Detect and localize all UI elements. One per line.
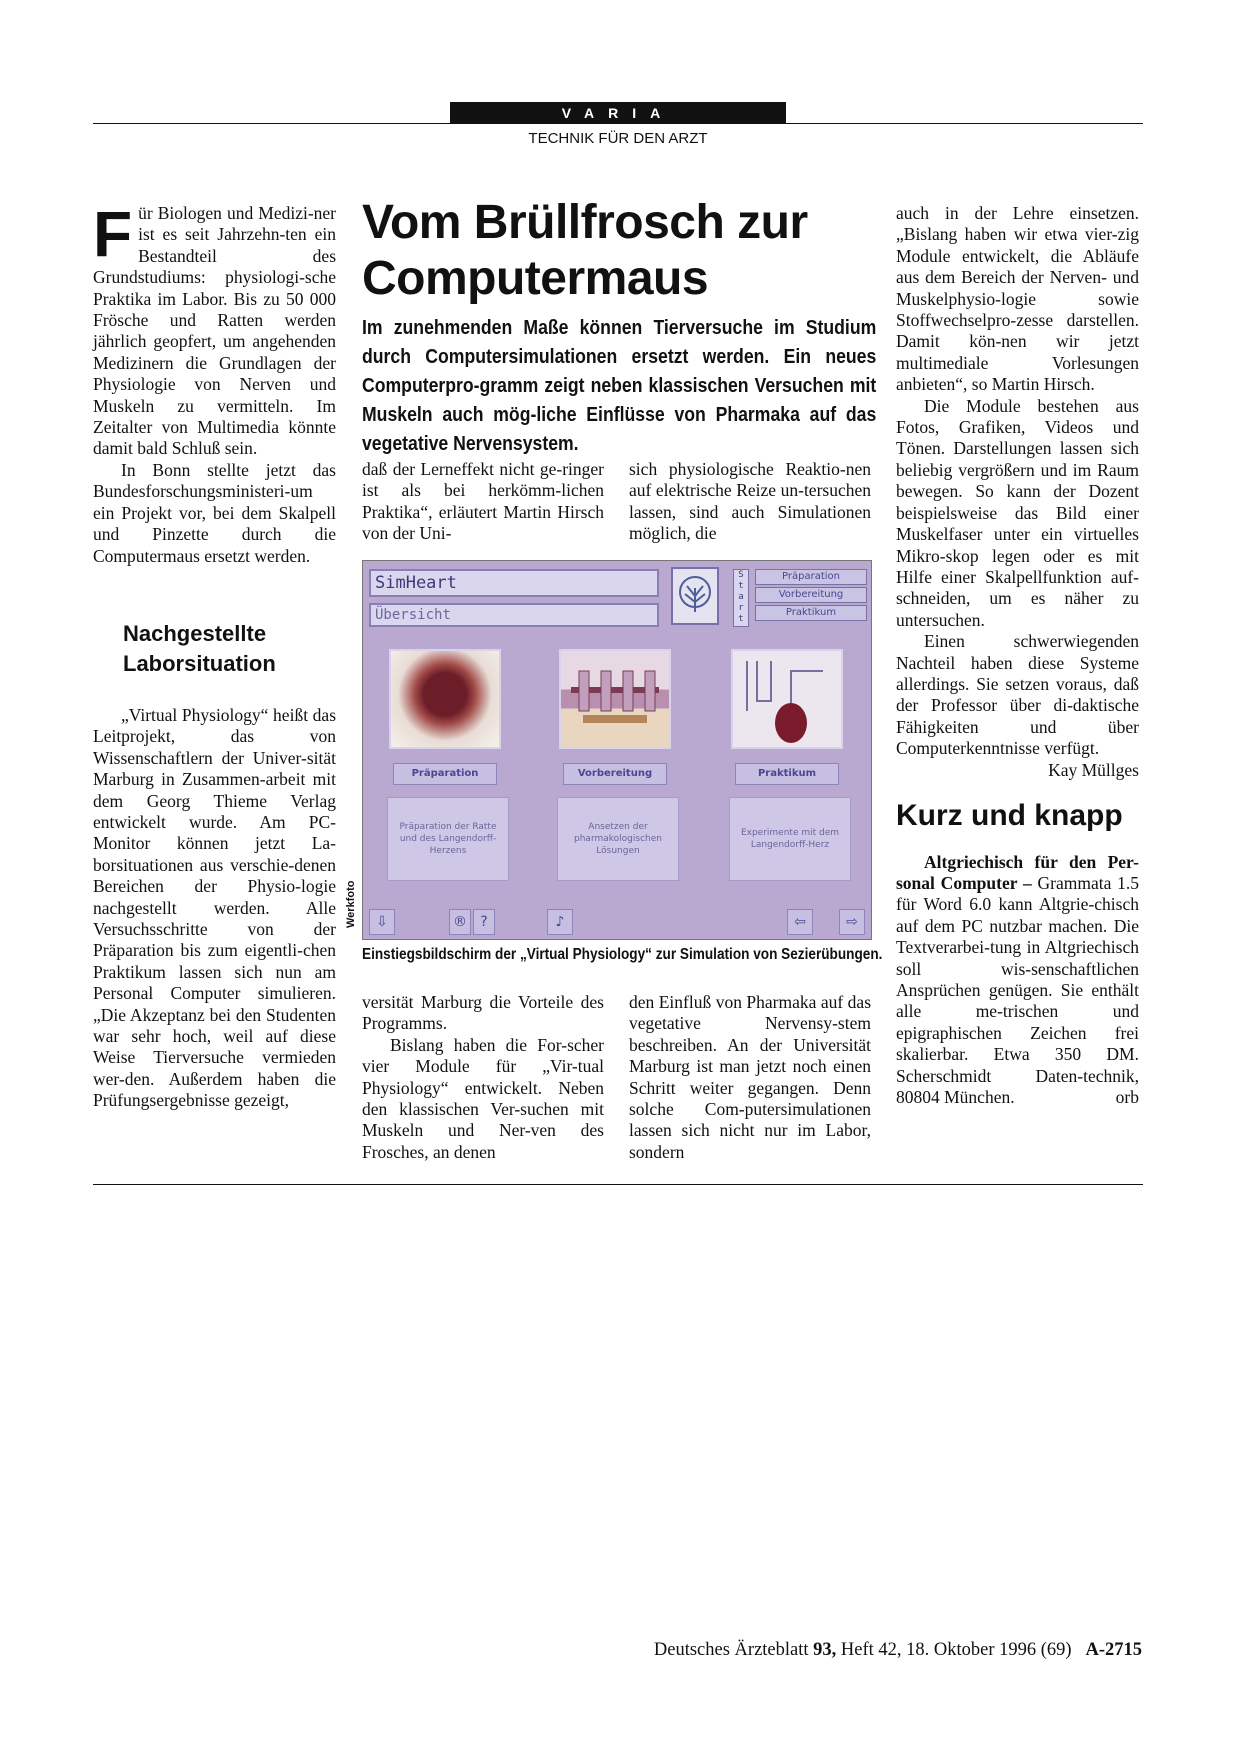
module-praeparation-button[interactable]: Präparation (393, 763, 497, 785)
paragraph-reaktionen: sich physiologische Reaktio-nen auf elektrische Reize un-tersuchen lassen, sind auch Simulationen möglich, die (629, 459, 871, 544)
nav-vorbereitung-button[interactable]: Vorbereitung (755, 587, 867, 603)
paragraph-virtual-physiology: „Virtual Physiology“ heißt das Leitprojekt, das von Wissenschaftlern der Univer-sität Marburg in Zusammen-arbeit mit dem Georg Thieme Verlag entwickelt wurde. Am PC-Monitor können jetzt La-borsituationen aus verschie-denen Bereichen der Physio-logie nachgestellt werden. Alle Versuchsschritte von der Präparation bis zum eigentli-chen Praktikum lassen sich nun am Personal Computer simulieren. „Die Akzeptanz bei den Studenten war sehr hoch, weil auf diese Weise Tierversuche vermieden wer-den. Außerdem haben die Prüfungsergebnisse gezeigt, (93, 704, 336, 1111)
test-tubes-image (559, 649, 671, 749)
column-right (896, 203, 1139, 1108)
heart-apparatus-image (731, 649, 843, 749)
kurz-bold-lead: Altgriechisch für den Per-sonal Computer – (896, 851, 1139, 893)
forward-arrow-icon[interactable]: ⇨ (839, 909, 865, 935)
module-praktikum-description: Experimente mit dem Langendorff-Herz (729, 797, 851, 881)
nav-praeparation-button[interactable]: Präparation (755, 569, 867, 585)
paragraph-pharmaka: den Einfluß von Pharmaka auf das vegetative Nervensy-stem beschreiben. An der Universität Marburg ist man jetzt noch einen Schritt weiter gegangen. Denn solche Com-putersimulationen lassen sich nicht nur im Labor, sondern (629, 992, 871, 1162)
tree-logo-icon (671, 567, 719, 625)
section-title: TECHNIK FÜR DEN ARZT (528, 130, 708, 147)
page-footer (597, 1640, 1142, 1661)
download-icon[interactable]: ⇩ (369, 909, 395, 935)
column-middle-right-top (629, 459, 871, 545)
drop-cap: F (93, 198, 133, 270)
article-lead: Im zunehmenden Maße können Tierversuche im Studium durch Computersimulationen ersetzt werden. Ein neues Computerpro-gramm zeigt neben klassischen Versuchen mit Muskeln auch mög-liche Einflüsse von Pharmaka auf das vegetative Nervensystem. (362, 316, 877, 455)
paragraph-module: Bislang haben die For-scher vier Module für „Vir-tual Physiology“ entwickelt. Neben den klassischen Ver-suchen mit Muskeln und Ner-ven des Frosches, an denen (362, 1034, 604, 1162)
nav-praktikum-button[interactable]: Praktikum (755, 605, 867, 621)
registered-icon[interactable]: ® (449, 909, 471, 935)
help-icon[interactable]: ? (473, 909, 495, 935)
dissection-photo (389, 649, 501, 749)
kurz-paragraph (896, 852, 1139, 1109)
figure-caption: Einstiegsbildschirm der „Virtual Physiology“ zur Simulation von Sezierübungen. (362, 946, 883, 963)
subheading: Nachgestellte Laborsituation (123, 620, 276, 676)
kurz-signature: orb (1115, 1087, 1139, 1108)
column-middle-left-top (362, 459, 604, 545)
volume-number: 93, (813, 1640, 837, 1660)
author-name: Kay Müllges (1048, 759, 1139, 780)
rubric-bar: VARIA (450, 102, 786, 124)
module-praeparation-description: Präparation der Ratte und des Langendorff-Herzens (387, 797, 509, 881)
paragraph-bonn: In Bonn stellte jetzt das Bundesforschungsministeri-um ein Projekt vor, bei dem Skalpell und Pinzette durch die Computermaus ersetzt werden. (93, 459, 336, 566)
footer-rule (93, 1184, 1143, 1185)
start-label: S t a r t (733, 569, 749, 627)
column-middle-right-bottom (629, 992, 871, 1163)
page-number: A-2715 (1085, 1640, 1142, 1660)
kurz-text: Grammata 1.5 für Word 6.0 kann Altgrie-chisch auf dem PC nutzbar machen. Die Textverarbei-tung in Altgriechisch soll wis-senschaftlichen Ansprüchen genügen. Sie enthält alle me-trischen und epigraphischen Zeichen frei skalierbar. Etwa 350 DM. Scherschmidt Daten-technik, 80804 München. (896, 872, 1139, 1108)
paragraph-fotos: Die Module bestehen aus Fotos, Grafiken, Videos und Tönen. Darstellungen lassen sich beliebig vergrößern und im Raum bewegen. So kann der Dozent beispielsweise das Bild einer Muskelfaser unter ein virtuelles Mikro-skop legen oder es mit Hilfe einer Skalpellfunktion auf-schneiden, um es näher zu untersuchen. (896, 395, 1139, 630)
photo-credit: Werkfoto (345, 880, 357, 928)
column-middle-left-bottom (362, 992, 604, 1163)
figure-screenshot (362, 560, 872, 940)
journal-name: Deutsches Ärzteblatt (653, 1640, 809, 1660)
module-vorbereitung-button[interactable]: Vorbereitung (563, 763, 667, 785)
issue-info: Heft 42, 18. Oktober 1996 (69) (840, 1640, 1072, 1660)
column-left (93, 198, 336, 1112)
module-vorbereitung-description: Ansetzen der pharmakologischen Lösungen (557, 797, 679, 881)
intro-paragraph: ür Biologen und Medizi-ner ist es seit Jahrzehn-ten ein Bestandteil des Grundstudiums: physiologi-sche Praktika im Labor. Bis zu 50 000 Frösche und Ratten werden jährlich geopfert, um angehenden Medizinern die Grundlagen der Physiologie von Nerven und Muskeln zu vermitteln. Im Zeitalter von Multimedia könnte damit bald Schluß sein. (93, 203, 336, 459)
header-rule (93, 123, 1143, 124)
speaker-icon[interactable]: ♪ (547, 909, 573, 935)
article-headline: Vom Brüllfrosch zur Computermaus (362, 196, 808, 305)
paragraph-lehre: auch in der Lehre einsetzen. „Bislang haben wir etwa vier-zig Module entwickelt, die Abläufe aus dem Bereich der Nerven- und Muskelphysio-logie sowie Stoffwechselpro-zesse darstellen. Damit kön-nen wir jetzt multimediale Vorlesungen anbieten“, so Martin Hirsch. (896, 203, 1139, 395)
paragraph-vorteile: versität Marburg die Vorteile des Programms. (362, 992, 604, 1034)
nachteil-text: Einen schwerwiegenden Nachteil haben diese Systeme allerdings. Sie setzen voraus, daß der Professor über di-daktische Fähigkeiten und über Computerkenntnisse verfügt. (896, 631, 1139, 759)
kurz-heading: Kurz und knapp (896, 798, 1123, 832)
back-arrow-icon[interactable]: ⇦ (787, 909, 813, 935)
paragraph-nachteil (896, 631, 1139, 780)
module-praktikum-button[interactable]: Praktikum (735, 763, 839, 785)
app-title-field: SimHeart (369, 569, 659, 597)
overview-field: Übersicht (369, 603, 659, 627)
paragraph-lerneffekt: daß der Lerneffekt nicht ge-ringer ist als bei herkömm-lichen Praktika“, erläutert Martin Hirsch von der Uni- (362, 459, 604, 544)
